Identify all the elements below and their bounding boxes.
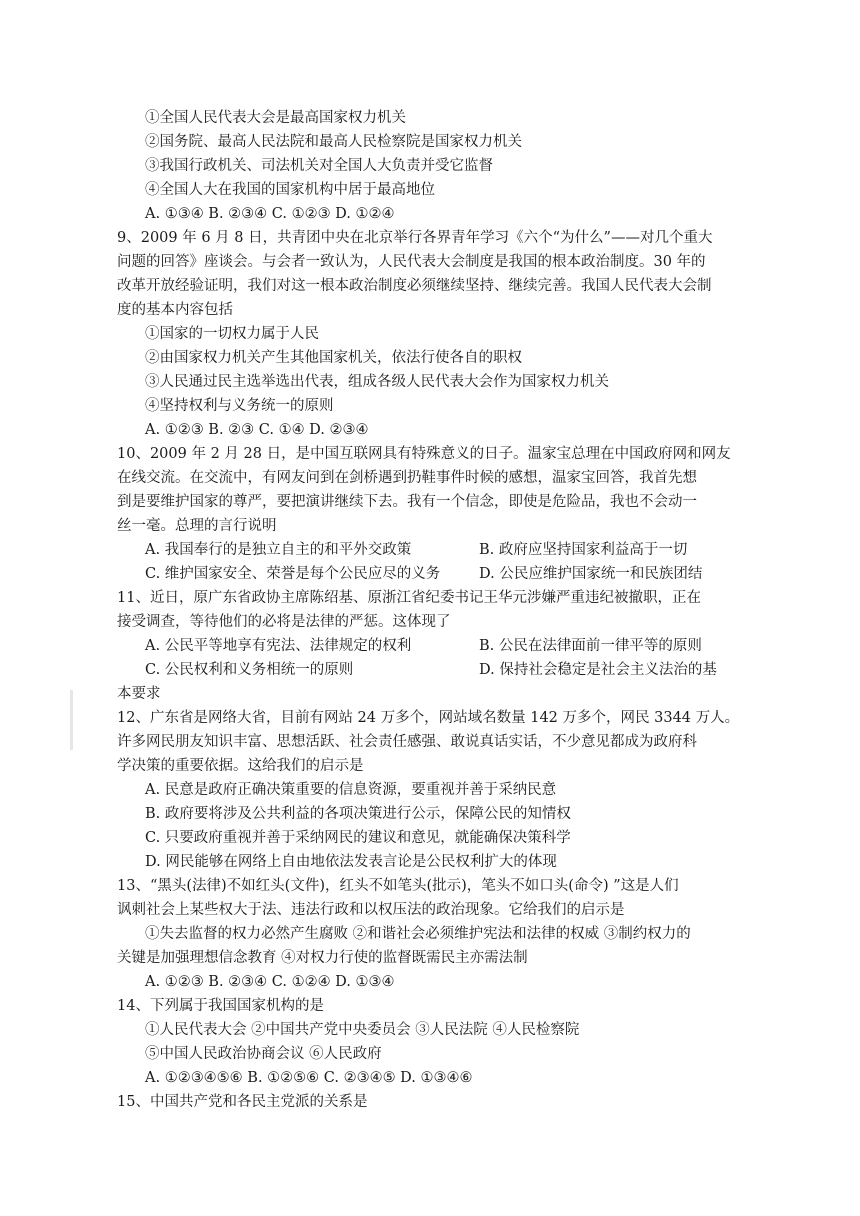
q8-item-3: ③我国行政机关、司法机关对全国人大负责并受它监督 <box>145 158 493 174</box>
q9-stem-1: 9、2009 年 6 月 8 日，共青团中央在北京举行各界青年学习《六个“为什么”——对几个重大 <box>117 230 713 246</box>
q9-item-3: ③人民通过民主选举选出代表，组成各级人民代表大会作为国家权力机关 <box>145 374 609 390</box>
q15-stem: 15、中国共产党和各民主党派的关系是 <box>117 1094 368 1110</box>
q13-items-2: 关键是加强理想信念教育 ④对权力行使的监督既需民主亦需法制 <box>117 950 528 966</box>
q10-stem-2: 在线交流。在交流中，有网友问到在剑桥遇到扔鞋事件时候的感想，温家宝回答，我首先想 <box>117 470 697 486</box>
q10-stem-1: 10、2009 年 2 月 28 日，是中国互联网具有特殊意义的日子。温家宝总理在中国政府网和网友 <box>117 446 731 462</box>
q10-stem-3: 到是要维护国家的尊严，要把演讲继续下去。我有一个信念，即使是危险品，我也不会动一 <box>117 494 697 510</box>
q9-item-1: ①国家的一切权力属于人民 <box>145 326 319 342</box>
q9-stem-2: 问题的回答》座谈会。与会者一致认为，人民代表大会制度是我国的根本政治制度。30 年的 <box>117 254 706 270</box>
q13-items-1: ①失去监督的权力必然产生腐败 ②和谐社会必须维护宪法和法律的权威 ③制约权力的 <box>145 926 691 942</box>
q10-stem-4: 丝一毫。总理的言行说明 <box>117 518 277 534</box>
q14-items-2: ⑤中国人民政治协商会议 ⑥人民政府 <box>145 1046 382 1062</box>
q11-option-d: D. 保持社会稳定是社会主义法治的基 <box>479 662 717 678</box>
q8-item-4: ④全国人大在我国的国家机构中居于最高地位 <box>145 182 435 198</box>
q12-option-d: D. 网民能够在网络上自由地依法发表言论是公民权利扩大的体现 <box>145 854 557 870</box>
q10-option-a: A. 我国奉行的是独立自主的和平外交政策 <box>145 542 412 558</box>
q12-option-c: C. 只要政府重视并善于采纳网民的建议和意见，就能确保决策科学 <box>145 830 571 846</box>
q8-options: A. ①③④ B. ②③④ C. ①②③ D. ①②④ <box>145 206 395 222</box>
q9-stem-4: 度的基本内容包括 <box>117 302 233 318</box>
q12-stem-3: 学决策的重要依据。这给我们的启示是 <box>117 758 364 774</box>
q12-option-a: A. 民意是政府正确决策重要的信息资源，要重视并善于采纳民意 <box>145 782 557 798</box>
q9-item-4: ④坚持权利与义务统一的原则 <box>145 398 334 414</box>
q8-item-2: ②国务院、最高人民法院和最高人民检察院是国家权力机关 <box>145 134 522 150</box>
q10-option-c: C. 维护国家安全、荣誉是每个公民应尽的义务 <box>145 566 441 582</box>
q11-option-c: C. 公民权利和义务相统一的原则 <box>145 662 354 678</box>
q13-options: A. ①②③ B. ②③④ C. ①②④ D. ①③④ <box>145 974 395 990</box>
q9-stem-3: 改革开放经验证明，我们对这一根本政治制度必须继续坚持、继续完善。我国人民代表大会制 <box>117 278 712 294</box>
q13-stem-1: 13、“黑头(法律)不如红头(文件)，红头不如笔头(批示)，笔头不如口头(命令) ”这是人们 <box>117 878 679 894</box>
q13-stem-2: 讽刺社会上某些权大于法、违法行政和以权压法的政治现象。它给我们的启示是 <box>117 902 625 918</box>
q10-option-b: B. 政府应坚持国家利益高于一切 <box>479 542 688 558</box>
q14-options: A. ①②③④⑤⑥ B. ①②⑤⑥ C. ②③④⑤ D. ①③④⑥ <box>145 1070 473 1086</box>
q11-option-d-tail: 本要求 <box>117 686 161 702</box>
q12-stem-2: 许多网民朋友知识丰富、思想活跃、社会责任感强、敢说真话实话，不少意见都成为政府科 <box>117 734 697 750</box>
q10-option-d: D. 公民应维护国家统一和民族团结 <box>479 566 703 582</box>
scan-artifact <box>70 690 73 750</box>
q11-stem-1: 11、近日，原广东省政协主席陈绍基、原浙江省纪委书记王华元涉嫌严重违纪被撤职，正在 <box>117 590 701 606</box>
q12-option-b: B. 政府要将涉及公共利益的各项决策进行公示，保障公民的知情权 <box>145 806 571 822</box>
q11-stem-2: 接受调查，等待他们的必将是法律的严惩。这体现了 <box>117 614 451 630</box>
q9-options: A. ①②③ B. ②③ C. ①④ D. ②③④ <box>145 422 369 438</box>
q11-option-a: A. 公民平等地享有宪法、法律规定的权利 <box>145 638 412 654</box>
q9-item-2: ②由国家权力机关产生其他国家机关，依法行使各自的职权 <box>145 350 522 366</box>
q11-option-b: B. 公民在法律面前一律平等的原则 <box>479 638 702 654</box>
q14-stem: 14、下列属于我国国家机构的是 <box>117 998 324 1014</box>
q14-items-1: ①人民代表大会 ②中国共产党中央委员会 ③人民法院 ④人民检察院 <box>145 1022 580 1038</box>
q12-stem-1: 12、广东省是网络大省，目前有网站 24 万多个，网站域名数量 142 万多个，网民 3344 万人。 <box>117 710 740 726</box>
q8-item-1: ①全国人民代表大会是最高国家权力机关 <box>145 110 406 126</box>
